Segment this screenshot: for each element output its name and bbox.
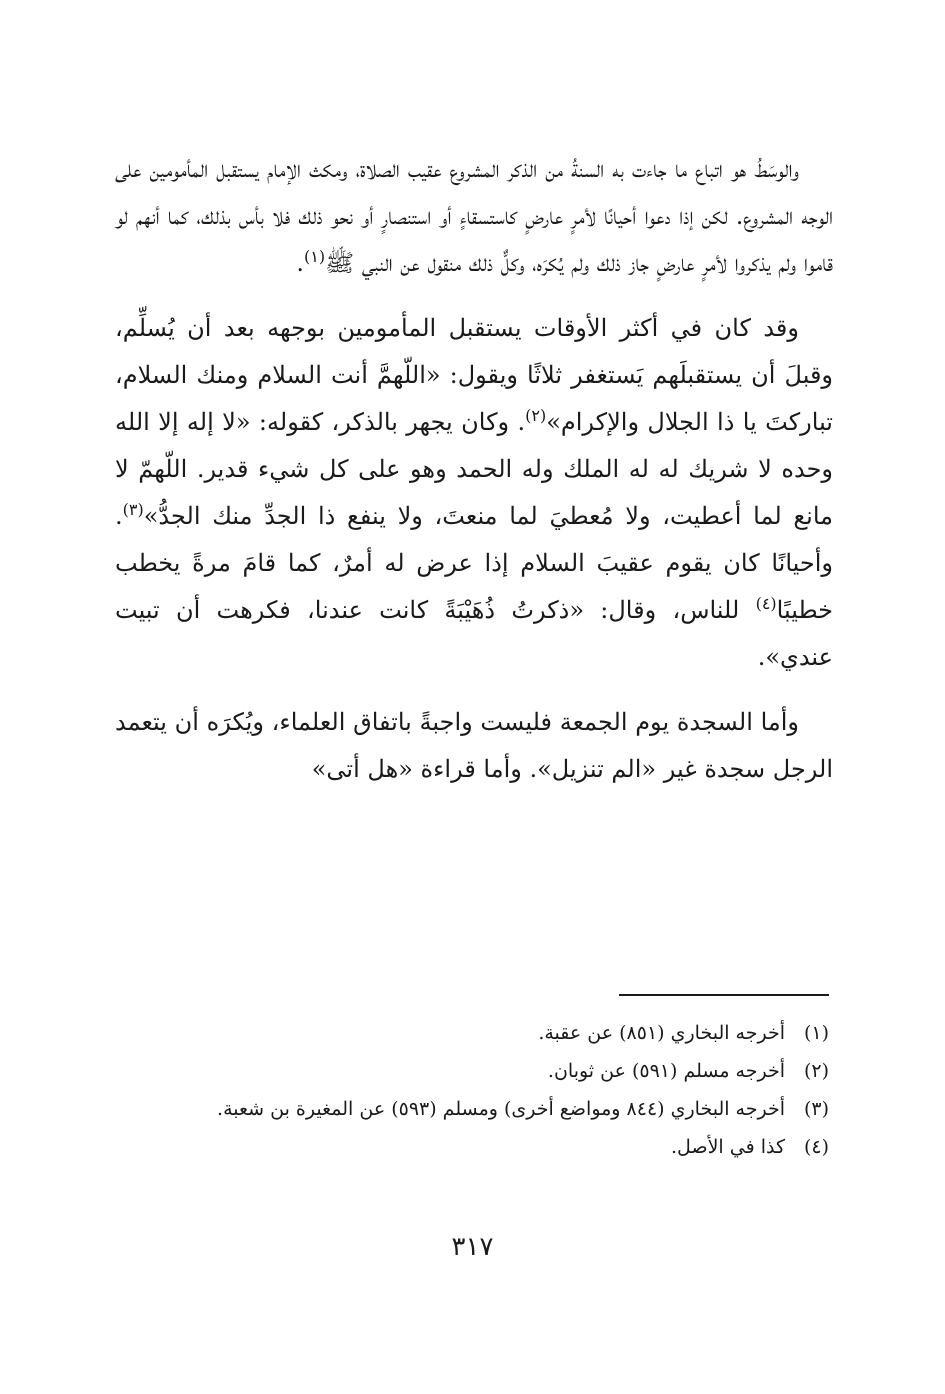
paragraph-1 xyxy=(115,146,833,287)
paragraph-text: . xyxy=(296,249,304,277)
paragraph-3 xyxy=(115,699,833,793)
footnote-text: أخرجه مسلم (٥٩١) عن ثوبان. xyxy=(547,1060,785,1082)
paragraph-text: وقد كان في أكثر الأوقات يستقبل المأمومين بوجهه بعد أن يُسلِّم، وقبلَ أن يستقبلَهم يَستغفر ثلاثًا ويقول: «اللّهمَّ أنت السلام ومنك السلام، تباركتَ يا ذا الجلال والإكرام» xyxy=(115,314,834,436)
footnote-text: أخرجه البخاري (٨٤٤ ومواضع أخرى) ومسلم (٥٩٣) عن المغيرة بن شعبة. xyxy=(217,1098,785,1120)
paragraph-text: . وكان يجهر بالذكر، كقوله: «لا إله إلا الله وحده لا شريك له له الملك وله الحمد وهو على كل شيء قدير. اللّهمّ لا مانع لما أعطيت، ولا مُعطيَ لما منعتَ، ولا ينفع ذا الجدِّ منك الجدُّ» xyxy=(115,408,833,530)
footnote-text: أخرجه البخاري (٨٥١) عن عقبة. xyxy=(538,1022,785,1044)
footnote-item xyxy=(115,1014,829,1052)
footnote-reference: (٣) xyxy=(122,500,144,519)
footnotes xyxy=(115,1014,829,1166)
paragraph-text: . وأحيانًا كان يقوم عقيبَ السلام إذا عرض له أمرٌ، كما قامَ مرةً يخطب خطيبًا xyxy=(115,502,833,624)
paragraph-text: وأما السجدة يوم الجمعة فليست واجبةً باتفاق العلماء، ويُكرَه أن يتعمد الرجل سجدة غير «الم تنزيل». وأما قراءة «هل أتى» xyxy=(115,708,833,783)
footnote-number: (١) xyxy=(803,1022,829,1044)
footnote-item xyxy=(115,1052,829,1090)
footnote-separator xyxy=(619,994,829,996)
footnote-reference: (٢) xyxy=(525,406,547,425)
footnote-reference: (٤) xyxy=(755,594,777,613)
footnote-text: كذا في الأصل. xyxy=(671,1136,785,1158)
paragraph-text: والوسَطُ هو اتباع ما جاءت به السنةُ من الذكر المشروع عقيب الصلاة، ومكث الإمام يستقبل المأمومين على الوجه المشروع. لكن إذا دعوا أحيانًا لأمرٍ عارضٍ كاستسقاءٍ أو استنصارٍ أو نحو ذلك فلا بأس بذلك، كما أنهم لو قاموا ولم يذكروا لأمرٍ عارضٍ جاز ذلك ولم يُكرَه، وكلٌّ ذلك منقول عن النبي ﷺ xyxy=(115,155,833,277)
footnote-number: (٤) xyxy=(803,1136,829,1158)
main-text xyxy=(115,146,833,811)
footnote-number: (٣) xyxy=(803,1098,829,1120)
footnote-item xyxy=(115,1128,829,1166)
footnote-number: (٢) xyxy=(803,1060,829,1082)
page-number: ٣١٧ xyxy=(451,1232,494,1262)
paragraph-text: للناس، وقال: «ذكرتُ ذُهَيْبَةً كانت عندنا، فكرهت أن تبيت عندي». xyxy=(115,596,833,671)
paragraph-2 xyxy=(115,305,833,681)
footnote-item xyxy=(115,1090,829,1128)
footnote-reference: (١) xyxy=(304,247,326,266)
